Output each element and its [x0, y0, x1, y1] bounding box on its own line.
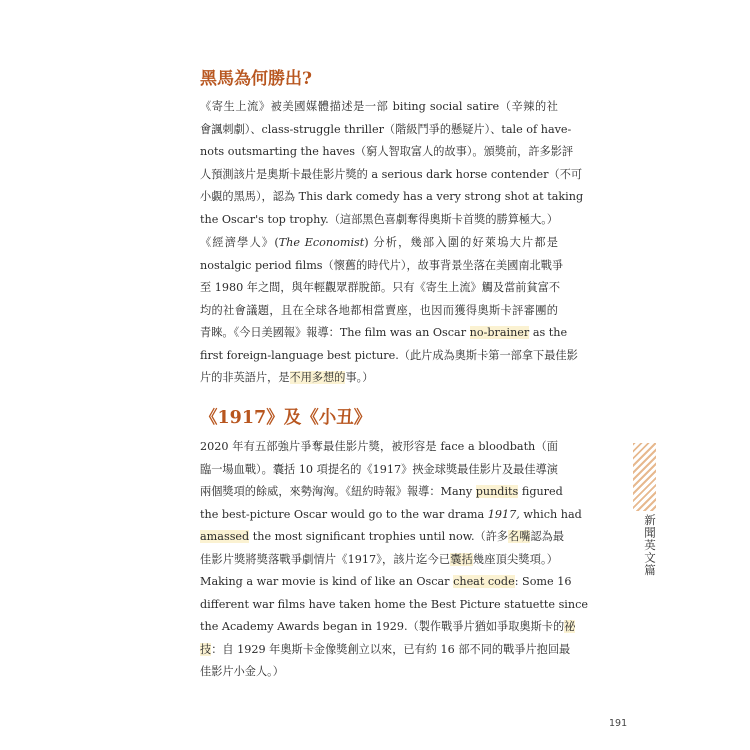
- text-line: 2020 年有五部強片爭奪最佳影片獎，被形容是 face a bloodbath（面: [200, 440, 558, 453]
- text-line: 兩個獎項的餘威，來勢洶洶。《紐約時報》報導：Many pundits figured: [200, 485, 563, 498]
- text-line: 均的社會議題，且在全球各地都相當賣座，也因而獲得奧斯卡評審團的: [200, 303, 558, 317]
- text-line: nots outsmarting the haves（窮人智取富人的故事）。頒獎前，許多影評: [200, 145, 574, 158]
- text-line: 《經濟學人》(The Economist) 分析，幾部入圍的好萊塢大片都是: [200, 236, 558, 249]
- italic-title: The Economist: [278, 236, 365, 249]
- sidebar-section-label: 新聞英文篇: [643, 514, 657, 577]
- text-line: 會諷刺劇）、class-struggle thriller（階級鬥爭的懸疑片）、tale of have-: [200, 122, 572, 136]
- text-line: Making a war movie is kind of like an Oscar cheat code: Some 16: [200, 575, 572, 588]
- highlighted-term: pundits: [475, 485, 519, 498]
- text-line: 至 1980 年之間，與年輕觀眾群脫節。只有《寄生上流》觸及當前貧富不: [200, 281, 561, 294]
- highlighted-term: 名嘴: [508, 530, 531, 543]
- highlighted-term: 囊括: [450, 552, 473, 566]
- highlighted-term: 祕: [564, 620, 576, 633]
- section-heading-dark-horse: 黑馬為何勝出?: [200, 69, 312, 89]
- text-line: 《寄生上流》被美國媒體描述是一部 biting social satire（辛辣的社: [200, 100, 558, 113]
- highlighted-term: cheat code: [453, 575, 515, 588]
- text-line: the Oscar's top trophy.（這部黑色喜劇奪得奧斯卡首獎的勝算極大。）: [200, 212, 559, 226]
- highlighted-term: no-brainer: [469, 326, 530, 339]
- text-line: 佳影片小金人。）: [200, 665, 284, 678]
- highlighted-term: amassed: [200, 530, 250, 543]
- text-line: amassed the most significant trophies until now.（許多名嘴認為最: [200, 530, 565, 543]
- section-heading-1917-joker: 《1917》及《小丑》: [200, 408, 372, 428]
- italic-title: 1917,: [487, 507, 520, 521]
- text-line: 青睞。《今日美國報》報導：The film was an Oscar no-brainer as the: [200, 326, 568, 339]
- text-line: the Academy Awards began in 1929.（製作戰爭片猶如爭取奧斯卡的祕: [200, 620, 576, 633]
- text-line: 人預測該片是奧斯卡最佳影片獎的 a serious dark horse contender（不可: [200, 167, 583, 181]
- paragraph-parasite-intro: [200, 96, 584, 231]
- text-line: 技：自 1929 年奧斯卡金像獎創立以來，已有約 16 部不同的戰爭片抱回最: [200, 642, 571, 656]
- paragraph-economist-analysis: [200, 232, 578, 390]
- paragraph-1917: [200, 436, 588, 684]
- text-line: 佳影片獎將獎落戰爭劇情片《1917》，該片迄今已囊括幾座頂尖獎項。）: [200, 552, 558, 566]
- highlighted-term: 技: [200, 642, 212, 656]
- sidebar-hatch-decoration: [633, 443, 656, 511]
- text-line: different war films have taken home the Best Picture statuette since: [200, 597, 588, 611]
- text-line: 小覷的黑馬），認為 This dark comedy has a very strong shot at taking: [200, 190, 584, 203]
- text-line: 片的非英語片，是不用多想的事。）: [200, 371, 374, 384]
- text-line: the best-picture Oscar would go to the war drama 1917, which had: [200, 507, 582, 521]
- page-number: 191: [609, 718, 628, 729]
- highlighted-term: 不用多想的: [289, 371, 346, 384]
- text-line: nostalgic period films（懷舊的時代片），故事背景坐落在美國南北戰爭: [200, 258, 564, 272]
- text-line: 臨一場血戰）。囊括 10 項提名的《1917》挾金球獎最佳影片及最佳導演: [200, 462, 558, 476]
- text-line: first foreign-language best picture.（此片成為奧斯卡第一部拿下最佳影: [200, 348, 578, 362]
